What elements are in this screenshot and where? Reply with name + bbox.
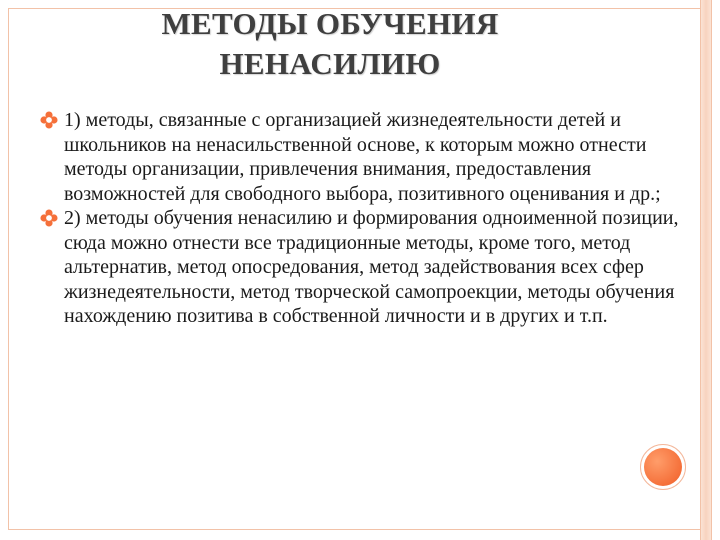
title-line-1: МЕТОДЫ ОБУЧЕНИЯ (161, 6, 499, 41)
list-item (42, 206, 682, 329)
bullet-list (42, 108, 682, 329)
flower-bullet-icon (40, 111, 58, 129)
flower-bullet-icon (40, 209, 58, 227)
decorative-circle (640, 444, 686, 490)
list-item (42, 108, 682, 206)
decorative-side-strip (700, 0, 712, 540)
title-line-2: НЕНАСИЛИЮ (219, 46, 441, 81)
list-item-text: 2) методы обучения ненасилию и формирования одноименной позиции, сюда можно отнести все традиционные методы, кроме того, метод альтернатив, метод опосредования, метод задействования всех сфер жизнедеятельности, метод творческой самопроекции, методы обучения нахождению позитива в собственной личности и в других и т.п. (64, 207, 679, 327)
decorative-circle-fill (644, 448, 682, 486)
list-item-text: 1) методы, связанные с организацией жизнедеятельности детей и школьников на ненасильственной основе, к которым можно отнести методы организации, привлечения внимания, предоставления возможностей для свободного выбора, позитивного оценивания и др.; (64, 109, 661, 205)
slide-title (80, 4, 580, 84)
